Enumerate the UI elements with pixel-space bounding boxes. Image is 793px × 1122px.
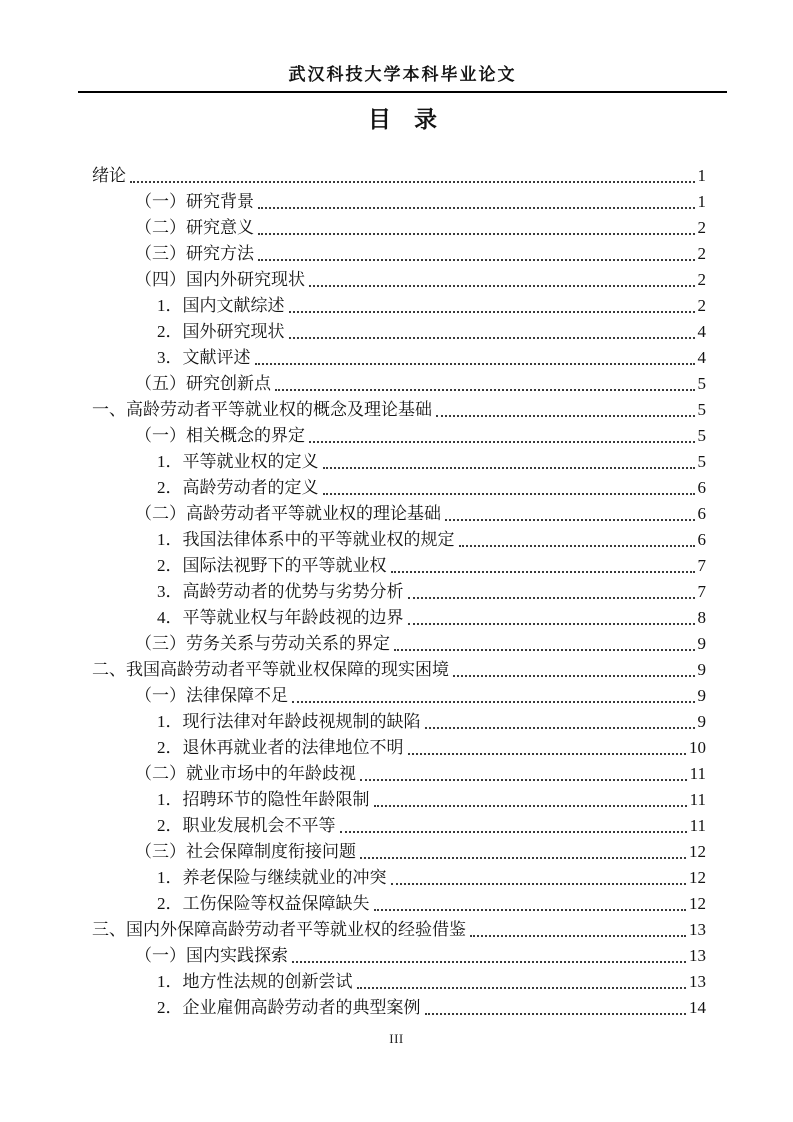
toc-dot-leader bbox=[425, 1013, 687, 1015]
toc-page-number: 7 bbox=[697, 582, 706, 601]
toc-entry-label: 三、国内外保障高龄劳动者平等就业权的经验借鉴 bbox=[92, 920, 466, 939]
toc-page-number: 4 bbox=[697, 322, 706, 341]
toc-entry[interactable] bbox=[92, 501, 706, 527]
toc-page-number: 9 bbox=[697, 660, 706, 679]
toc-page-number: 8 bbox=[697, 608, 706, 627]
toc-page-number: 12 bbox=[689, 894, 706, 913]
toc-entry-label: （三）社会保障制度衔接问题 bbox=[135, 842, 356, 861]
toc-entry-label: 3．文献评述 bbox=[157, 348, 251, 367]
toc-entry-label: （四）国内外研究现状 bbox=[135, 270, 305, 289]
toc-entry[interactable] bbox=[92, 605, 706, 631]
toc-entry-label: 4．平等就业权与年龄歧视的边界 bbox=[157, 608, 404, 627]
toc-entry-label: （一）相关概念的界定 bbox=[135, 426, 305, 445]
toc-dot-leader bbox=[309, 441, 695, 443]
toc-page-number: 6 bbox=[697, 530, 706, 549]
toc-dot-leader bbox=[292, 701, 695, 703]
toc-entry[interactable] bbox=[92, 163, 706, 189]
toc-entry[interactable] bbox=[92, 657, 706, 683]
toc-entry[interactable] bbox=[92, 917, 706, 943]
toc-entry[interactable] bbox=[92, 813, 706, 839]
toc-entry[interactable] bbox=[92, 969, 706, 995]
toc-entry-label: 1．养老保险与继续就业的冲突 bbox=[157, 868, 387, 887]
toc-entry-label: 一、高龄劳动者平等就业权的概念及理论基础 bbox=[92, 400, 432, 419]
toc-entry[interactable] bbox=[92, 267, 706, 293]
toc-entry-label: 2．职业发展机会不平等 bbox=[157, 816, 336, 835]
toc-dot-leader bbox=[453, 675, 695, 677]
toc-entry[interactable] bbox=[92, 293, 706, 319]
toc-entry[interactable] bbox=[92, 397, 706, 423]
toc-entry[interactable] bbox=[92, 865, 706, 891]
toc-entry-label: 绪论 bbox=[92, 166, 126, 185]
toc-entry[interactable] bbox=[92, 943, 706, 969]
toc-page-number: 5 bbox=[697, 452, 706, 471]
toc-entry-label: 1．地方性法规的创新尝试 bbox=[157, 972, 353, 991]
toc-entry-label: 2．企业雇佣高龄劳动者的典型案例 bbox=[157, 998, 421, 1017]
toc-entry-label: 二、我国高龄劳动者平等就业权保障的现实困境 bbox=[92, 660, 449, 679]
toc-page-number: 13 bbox=[689, 972, 706, 991]
toc-entry[interactable] bbox=[92, 527, 706, 553]
toc-dot-leader bbox=[445, 519, 695, 521]
toc-page-number: 1 bbox=[697, 166, 706, 185]
toc-entry-label: 2．高龄劳动者的定义 bbox=[157, 478, 319, 497]
toc-entry-label: （二）高龄劳动者平等就业权的理论基础 bbox=[135, 504, 441, 523]
toc-dot-leader bbox=[357, 987, 687, 989]
toc-entry-label: 1．现行法律对年龄歧视规制的缺陷 bbox=[157, 712, 421, 731]
toc-page-number: 10 bbox=[689, 738, 706, 757]
toc-page-number: 9 bbox=[697, 686, 706, 705]
toc-entry[interactable] bbox=[92, 241, 706, 267]
toc-dot-leader bbox=[408, 597, 695, 599]
toc-page-number: 9 bbox=[697, 634, 706, 653]
toc-page-number: 11 bbox=[689, 790, 706, 809]
toc-dot-leader bbox=[436, 415, 695, 417]
footer-page-number: III bbox=[389, 1031, 404, 1046]
toc-page-number: 5 bbox=[697, 374, 706, 393]
toc-entry-label: 1．我国法律体系中的平等就业权的规定 bbox=[157, 530, 455, 549]
toc-dot-leader bbox=[340, 831, 687, 833]
toc-dot-leader bbox=[275, 389, 695, 391]
toc-entry-label: 1．招聘环节的隐性年龄限制 bbox=[157, 790, 370, 809]
toc-entry-label: 2．退休再就业者的法律地位不明 bbox=[157, 738, 404, 757]
toc-dot-leader bbox=[391, 883, 687, 885]
toc-dot-leader bbox=[374, 909, 687, 911]
toc-entry[interactable] bbox=[92, 553, 706, 579]
toc-entry[interactable] bbox=[92, 345, 706, 371]
toc-entry-label: 1．平等就业权的定义 bbox=[157, 452, 319, 471]
toc-entry[interactable] bbox=[92, 631, 706, 657]
toc-list bbox=[92, 163, 706, 1021]
toc-entry-label: （一）国内实践探索 bbox=[135, 946, 288, 965]
toc-page-number: 5 bbox=[697, 400, 706, 419]
toc-entry-label: （五）研究创新点 bbox=[135, 374, 271, 393]
toc-entry-label: 1．国内文献综述 bbox=[157, 296, 285, 315]
toc-page-number: 13 bbox=[689, 946, 706, 965]
toc-page-number: 14 bbox=[689, 998, 706, 1017]
toc-entry[interactable] bbox=[92, 839, 706, 865]
toc-entry-label: 2．国外研究现状 bbox=[157, 322, 285, 341]
page-content bbox=[78, 0, 727, 1122]
toc-dot-leader bbox=[360, 857, 686, 859]
toc-dot-leader bbox=[360, 779, 687, 781]
toc-entry[interactable] bbox=[92, 787, 706, 813]
toc-entry-label: （一）法律保障不足 bbox=[135, 686, 288, 705]
toc-entry-label: 3．高龄劳动者的优势与劣势分析 bbox=[157, 582, 404, 601]
toc-page-number: 12 bbox=[689, 868, 706, 887]
toc-entry-label: （三）劳务关系与劳动关系的界定 bbox=[135, 634, 390, 653]
toc-entry[interactable] bbox=[92, 891, 706, 917]
toc-entry[interactable] bbox=[92, 735, 706, 761]
toc-entry-label: 2．工伤保险等权益保障缺失 bbox=[157, 894, 370, 913]
toc-entry-label: （三）研究方法 bbox=[135, 244, 254, 263]
toc-page-number: 2 bbox=[697, 218, 706, 237]
toc-entry-label: （二）就业市场中的年龄歧视 bbox=[135, 764, 356, 783]
toc-dot-leader bbox=[292, 961, 686, 963]
toc-entry[interactable] bbox=[92, 319, 706, 345]
header-rule bbox=[78, 91, 727, 93]
toc-entry-label: 2．国际法视野下的平等就业权 bbox=[157, 556, 387, 575]
running-header: 武汉科技大学本科毕业论文 bbox=[288, 65, 517, 84]
toc-page-number: 2 bbox=[697, 244, 706, 263]
toc-dot-leader bbox=[258, 207, 695, 209]
toc-page-number: 2 bbox=[697, 296, 706, 315]
toc-entry[interactable] bbox=[92, 995, 706, 1021]
toc-page-number: 9 bbox=[697, 712, 706, 731]
toc-page-number: 1 bbox=[697, 192, 706, 211]
toc-dot-leader bbox=[289, 311, 695, 313]
toc-dot-leader bbox=[130, 181, 695, 183]
toc-dot-leader bbox=[289, 337, 695, 339]
toc-dot-leader bbox=[323, 493, 695, 495]
toc-page-number: 12 bbox=[689, 842, 706, 861]
toc-entry-label: （一）研究背景 bbox=[135, 192, 254, 211]
toc-page-number: 7 bbox=[697, 556, 706, 575]
toc-entry[interactable] bbox=[92, 189, 706, 215]
toc-page-number: 2 bbox=[697, 270, 706, 289]
toc-dot-leader bbox=[408, 753, 687, 755]
toc-page-number: 6 bbox=[697, 478, 706, 497]
toc-dot-leader bbox=[425, 727, 695, 729]
toc-entry[interactable] bbox=[92, 449, 706, 475]
toc-entry[interactable] bbox=[92, 579, 706, 605]
toc-dot-leader bbox=[459, 545, 695, 547]
toc-entry-label: （二）研究意义 bbox=[135, 218, 254, 237]
toc-page-number: 6 bbox=[697, 504, 706, 523]
toc-dot-leader bbox=[309, 285, 695, 287]
toc-dot-leader bbox=[255, 363, 695, 365]
toc-dot-leader bbox=[258, 259, 695, 261]
toc-page-number: 5 bbox=[697, 426, 706, 445]
page-title: 目 录 bbox=[368, 107, 437, 132]
toc-dot-leader bbox=[391, 571, 695, 573]
toc-dot-leader bbox=[374, 805, 687, 807]
toc-dot-leader bbox=[470, 935, 686, 937]
toc-dot-leader bbox=[323, 467, 695, 469]
toc-entry[interactable] bbox=[92, 475, 706, 501]
toc-dot-leader bbox=[408, 623, 695, 625]
toc-entry[interactable] bbox=[92, 683, 706, 709]
toc-page-number: 11 bbox=[689, 816, 706, 835]
toc-entry[interactable] bbox=[92, 709, 706, 735]
toc-entry[interactable] bbox=[92, 371, 706, 397]
toc-entry[interactable] bbox=[92, 215, 706, 241]
toc-entry[interactable] bbox=[92, 761, 706, 787]
toc-page-number: 13 bbox=[689, 920, 706, 939]
toc-entry[interactable] bbox=[92, 423, 706, 449]
toc-dot-leader bbox=[394, 649, 695, 651]
toc-page-number: 4 bbox=[697, 348, 706, 367]
toc-page-number: 11 bbox=[689, 764, 706, 783]
toc-dot-leader bbox=[258, 233, 695, 235]
